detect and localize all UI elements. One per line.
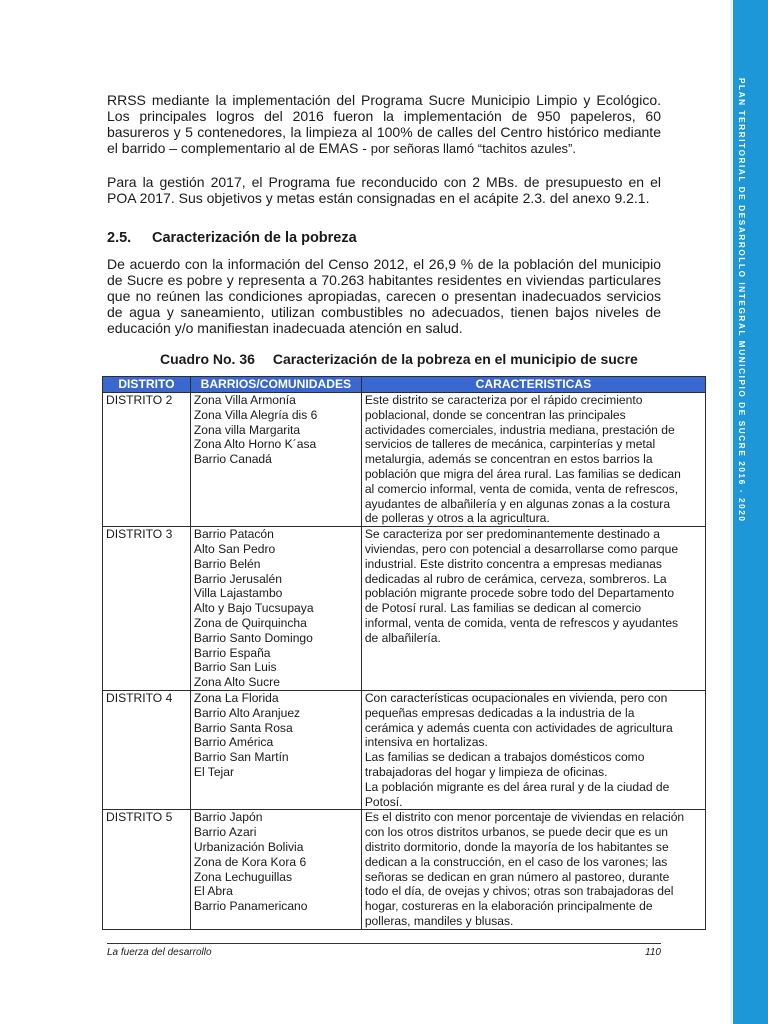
caracteristicas-cell	[361, 527, 705, 691]
section-heading	[107, 230, 357, 246]
barrio-item: Alto San Pedro	[193, 541, 276, 556]
caracteristicas-line: Potosí.	[364, 794, 403, 809]
caracteristicas-line: Las familias se dedican a trabajos domésticos como	[364, 750, 645, 765]
barrio-item: Barrio San Martín	[193, 750, 289, 765]
barrio-item: Zona La Florida	[193, 690, 279, 705]
table-row	[103, 527, 706, 691]
section-title: Caracterización de la pobreza	[152, 230, 357, 246]
distrito-cell: DISTRITO 3	[103, 527, 191, 691]
paragraph-rrss-tail: por señoras llamó “tachitos azules”.	[370, 141, 576, 156]
barrio-item: Zona Lechuguillas	[193, 869, 293, 884]
barrio-item: El Abra	[193, 884, 233, 899]
barrio-item: Alto y Bajo Tucsupaya	[193, 601, 314, 616]
barrio-item: Barrio América	[193, 735, 274, 750]
barrios-cell	[190, 393, 361, 527]
caracteristicas-line: trabajadoras del hogar y limpieza de oficinas.	[364, 764, 608, 779]
barrios-cell	[190, 527, 361, 691]
table-caption	[160, 351, 638, 367]
barrio-item: Zona Alto Horno K´asa	[193, 437, 317, 452]
caracteristicas-line: población migrante procede sobre todo del Departamento	[364, 586, 675, 601]
caracteristicas-line: Este distrito se caracteriza por el rápido crecimiento	[364, 393, 643, 407]
caracteristicas-line: distrito dormitorio, donde la mayoría de los habitantes se	[364, 839, 669, 854]
distrito-cell: DISTRITO 5	[103, 810, 191, 929]
barrio-item: El Tejar	[193, 764, 234, 779]
barrio-item: Urbanización Bolivia	[193, 839, 304, 854]
caracteristicas-cell	[361, 393, 705, 527]
table-row	[103, 810, 706, 929]
barrio-item: Zona villa Margarita	[193, 422, 301, 437]
barrio-item: Barrio Jerusalén	[193, 571, 282, 586]
paragraph-censo: De acuerdo con la información del Censo 2012, el 26,9 % de la población del municipio de Sucre es pobre y representa a 70.263 habitantes residentes en viviendas particulares que no reúnen las condiciones apropiadas, carecen o presentan inadecuados servicios de agua y saneamiento, utilizan combustibles no adecuados, tienen bajos niveles de educación y/o manifiestan inadecuada atención en salud.	[107, 256, 661, 336]
paragraph-rrss	[107, 92, 661, 157]
barrios-cell	[190, 690, 361, 809]
caracteristicas-line: industrial. Este distrito concentra a empresas medianas	[364, 556, 662, 571]
caracteristicas-line: poblacional, donde se concentran las principales	[364, 407, 626, 422]
barrio-item: Barrio Santa Rosa	[193, 720, 293, 735]
caracteristicas-line: La población migrante es del área rural y de la ciudad de	[364, 779, 670, 794]
header-barrios: BARRIOS/COMUNIDADES	[190, 377, 361, 393]
barrio-item: Zona de Quirquincha	[193, 615, 307, 630]
table-row	[103, 393, 706, 527]
page-number: 110	[645, 947, 661, 958]
barrio-item: Barrio España	[193, 645, 271, 660]
caracteristicas-line: viviendas, pero con potencial a desarrollarse como parque	[364, 541, 679, 556]
header-caracteristicas: CARACTERISTICAS	[361, 377, 705, 393]
barrio-item: Barrio Azari	[193, 825, 257, 840]
caracteristicas-line: de polleras y otros a la agricultura.	[364, 511, 550, 526]
caracteristicas-line: pequeñas empresas dedicadas a la industria de la	[364, 705, 635, 720]
caracteristicas-line: al comercio informal, venta de comida, venta de refrescos,	[364, 481, 679, 496]
caracteristicas-cell	[361, 810, 705, 929]
barrio-item: Barrio Belén	[193, 556, 261, 571]
distrito-cell: DISTRITO 2	[103, 393, 191, 527]
caracteristicas-line: señoras se dedican en gran número al pastoreo, durante	[364, 869, 670, 884]
barrio-item: Zona Villa Alegría dis 6	[193, 407, 318, 422]
caracteristicas-line: todo el día, de ovejas y chivos; otras son trabajadoras del	[364, 884, 674, 899]
caracteristicas-cell	[361, 690, 705, 809]
caracteristicas-line: Con características ocupacionales en vivienda, pero con	[364, 690, 668, 705]
caracteristicas-line: de albañilería.	[364, 630, 441, 645]
footer-slogan: La fuerza del desarrollo	[107, 947, 212, 958]
sidebar-title: PLAN TERRITORIAL DE DESARROLLO INTEGRAL MUNICIPIO DE SUCRE 2016 - 2020	[737, 78, 747, 523]
barrio-item: Barrio Patacón	[193, 527, 274, 542]
caracteristicas-line: de Potosí rural. Las familias se dedican al comercio	[364, 601, 642, 616]
barrio-item: Barrio Japón	[193, 810, 263, 825]
caracteristicas-line: población que migra del área rural. Las familias se dedican	[364, 466, 681, 481]
caracteristicas-line: metalurgia, además se concentran en estos barrios la	[364, 452, 653, 467]
caracteristicas-line: cerámica y además cuenta con actividades de agricultura	[364, 720, 673, 735]
caracteristicas-line: dedicadas al rubro de cerámica, cerveza, sombreros. La	[364, 571, 667, 586]
sidebar-edge	[730, 0, 733, 1024]
barrio-item: Barrio San Luis	[193, 660, 277, 675]
footer-divider	[107, 943, 661, 944]
header-distrito: DISTRITO	[103, 377, 191, 393]
section-number: 2.5.	[107, 230, 132, 246]
caracteristicas-line: intensiva en hortalizas.	[364, 735, 488, 750]
caracteristicas-line: hogar, costureras en la elaboración principalmente de	[364, 899, 653, 914]
caracteristicas-line: polleras, mandiles y blusas.	[364, 913, 514, 928]
barrio-item: Zona Alto Sucre	[193, 675, 280, 690]
table-header-row	[103, 377, 706, 393]
barrio-item: Barrio Canadá	[193, 452, 272, 467]
caracteristicas-line: Es el distrito con menor porcentaje de viviendas en relación	[364, 810, 685, 825]
caracteristicas-line: informal, venta de comida, venta de refrescos y ayudantes	[364, 615, 679, 630]
barrio-item: Zona de Kora Kora 6	[193, 854, 307, 869]
barrio-item: Barrio Panamericano	[193, 899, 308, 914]
poverty-table	[102, 376, 706, 930]
caracteristicas-line: Se caracteriza por ser predominantemente destinado a	[364, 527, 660, 542]
caracteristicas-line: servicios de talleres de mecánica, carpinterías y metal	[364, 437, 656, 452]
paragraph-gestion-2017: Para la gestión 2017, el Programa fue reconducido con 2 MBs. de presupuesto en el POA 2017. Sus objetivos y metas están consignadas en el acápite 2.3. del anexo 9.2.1.	[107, 174, 661, 206]
table-caption-title: Caracterización de la pobreza en el municipio de sucre	[272, 351, 638, 367]
barrio-item: Villa Lajastambo	[193, 586, 283, 601]
barrio-item: Barrio Santo Domingo	[193, 630, 313, 645]
barrios-cell	[190, 810, 361, 929]
caracteristicas-line: ayudantes de albañilería y en algunas zonas a la costura	[364, 496, 671, 511]
distrito-cell: DISTRITO 4	[103, 690, 191, 809]
caracteristicas-line: dedican a la construcción, en el caso de los varones; las	[364, 854, 668, 869]
barrio-item: Zona Villa Armonía	[193, 393, 296, 407]
barrio-item: Barrio Alto Aranjuez	[193, 705, 301, 720]
caracteristicas-line: actividades comerciales, industria mediana, prestación de	[364, 422, 675, 437]
caracteristicas-line: con los otros distritos urbanos, se puede decir que es un	[364, 825, 669, 840]
table-caption-label: Cuadro No. 36	[160, 351, 255, 367]
paragraph-rrss-main: RRSS mediante la implementación del Programa Sucre Municipio Limpio y Ecológico. Los principales logros del 2016 fueron la implementación de 950 papeleros, 60 basureros y 5 contenedores, la limpieza al 100% de calles del Centro histórico mediante el barrido – complementario al de EMAS -	[107, 92, 661, 156]
table-row	[103, 690, 706, 809]
